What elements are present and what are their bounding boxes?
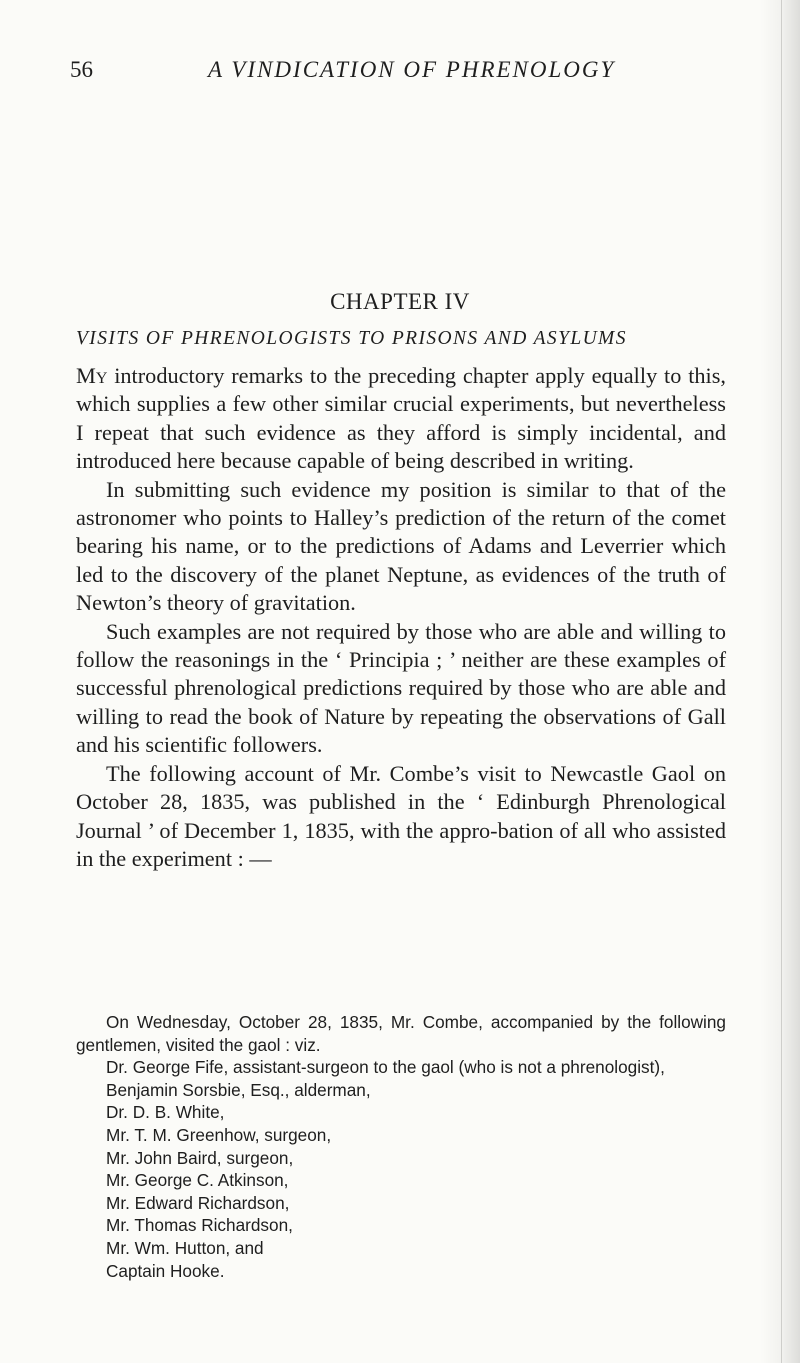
quoted-extract <box>76 1011 726 1282</box>
paragraph-3: Such examples are not required by those who are able and willing to follow the reasonings in the ‘ Principia ; ’ neither are these examples of successful phrenological predictions required by those who are able and willing to read the book of Nature by repeating the observations of Gall and his scientific followers. <box>76 618 726 758</box>
extract-member: Mr. T. M. Greenhow, surgeon, <box>106 1124 332 1145</box>
chapter-heading: CHAPTER IV <box>330 289 470 314</box>
page-edge-shadow <box>760 0 800 1363</box>
extract-member: Captain Hooke. <box>106 1260 225 1281</box>
chapter-subtitle: VISITS OF PHRENOLOGISTS TO PRISONS AND ASYLUMS <box>76 328 627 349</box>
paragraph-1-opening-word: My <box>76 363 108 388</box>
extract-member: Mr. Wm. Hutton, and <box>106 1237 264 1258</box>
paragraph-4: The following account of Mr. Combe’s visit to Newcastle Gaol on October 28, 1835, was published in the ‘ Edinburgh Phrenological Journal ’ of December 1, 1835, with the appro-bation of all who assisted in the experiment : — <box>76 760 726 871</box>
running-title: A VINDICATION OF PHRENOLOGY <box>208 57 616 82</box>
extract-member: Mr. Thomas Richardson, <box>106 1215 293 1236</box>
paragraph-2: In submitting such evidence my position is similar to that of the astronomer who points to Halley’s prediction of the return of the comet bearing his name, or to the predictions of Adams and Leverrier which led to the discovery of the planet Neptune, as evidences of the truth of Newton’s theory of gravitation. <box>76 476 726 616</box>
page-number: 56 <box>70 57 93 82</box>
paragraph-1-text: introductory remarks to the preceding chapter apply equally to this, which supplies a few other similar crucial experiments, but nevertheless I repeat that such evidence as they afford is simply incidental, and introduced here because capable of being described in writing. <box>76 363 726 474</box>
extract-member-first: Dr. George Fife, assistant-surgeon to the gaol (who is not a phrenologist), <box>106 1057 665 1078</box>
extract-member: Benjamin Sorsbie, Esq., alderman, <box>106 1079 371 1100</box>
extract-member: Mr. Edward Richardson, <box>106 1192 290 1213</box>
extract-member: Dr. D. B. White, <box>106 1102 225 1123</box>
extract-member: Mr. John Baird, surgeon, <box>106 1147 294 1168</box>
page-edge-line <box>781 0 782 1363</box>
running-head <box>70 55 670 85</box>
body-text <box>76 362 726 873</box>
paragraph-1 <box>76 362 726 476</box>
extract-intro: On Wednesday, October 28, 1835, Mr. Combe, accompanied by the following gentlemen, visited the gaol : viz. <box>76 1012 726 1055</box>
extract-member: Mr. George C. Atkinson, <box>106 1170 289 1191</box>
